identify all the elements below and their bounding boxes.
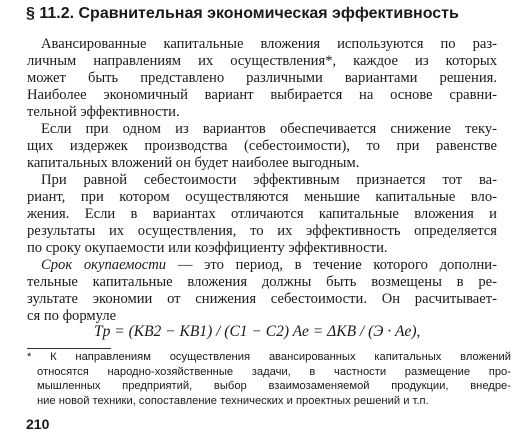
footnote-divider	[27, 348, 111, 349]
text-line	[27, 257, 497, 274]
payback-formula: Tp = (KB2 − KB1) / (C1 − C2) Ae = ΔKB / (Э · Ae),	[94, 323, 421, 340]
section-heading: § 11.2. Сравнительная экономическая эффективность	[26, 5, 459, 22]
body-text	[27, 36, 497, 325]
text-line: капитальных вложений он будет наиболее выгодным.	[27, 155, 360, 171]
footnote	[27, 350, 511, 408]
footnote-line: мышленных предприятий, выбор взаимозаменяемой продукции, внедре-	[37, 380, 511, 392]
footnote-line: * К направлениям осуществления авансированных капитальных вложений	[27, 351, 511, 363]
text-line: Наиболее экономичный вариант выбирается на основе сравни-	[27, 87, 497, 103]
text-line: жения. Если в вариантах отличаются капитальные вложения и	[27, 206, 497, 222]
text-line: тельной эффективности.	[27, 104, 180, 120]
term-payback-period: Срок окупаемости	[41, 257, 167, 273]
text-line: щих издержек производства (себестоимости), то при равенстве	[27, 138, 497, 154]
text-line: При равной себестоимости эффективным признается тот ва-	[41, 172, 497, 188]
page-number: 210	[26, 416, 50, 432]
text-line: зультате экономии от снижения себестоимости. Он расчитывает-	[27, 291, 497, 307]
text-line: тельные капитальные вложения должны быть возмещены в ре-	[27, 274, 497, 290]
text-line: Если при одном из вариантов обеспечивается снижение теку-	[41, 121, 497, 137]
text-line: ся по формуле	[27, 308, 117, 324]
text-line: может быть представлено различными вариантами решения.	[27, 70, 497, 86]
footnote-line: ние новой техники, сопоставление технических и проектных решений и т.п.	[37, 394, 429, 407]
text-line: личным направлениям их осуществления*, каждое из которых	[27, 53, 497, 69]
footnote-line: относятся народно-хозяйственные задачи, в частности размещение про-	[37, 365, 511, 378]
text-line: результаты их осуществления, то их эффективность определяется	[27, 223, 497, 239]
text-line: риант, при котором осуществляются меньшие капитальные вло-	[27, 189, 497, 205]
text-line: по сроку окупаемости или коэффициенту эффективности.	[27, 240, 388, 256]
text-fragment: — это период, в течение которого дополни-	[166, 257, 497, 273]
text-line: Авансированные капитальные вложения используются по раз-	[41, 36, 497, 52]
